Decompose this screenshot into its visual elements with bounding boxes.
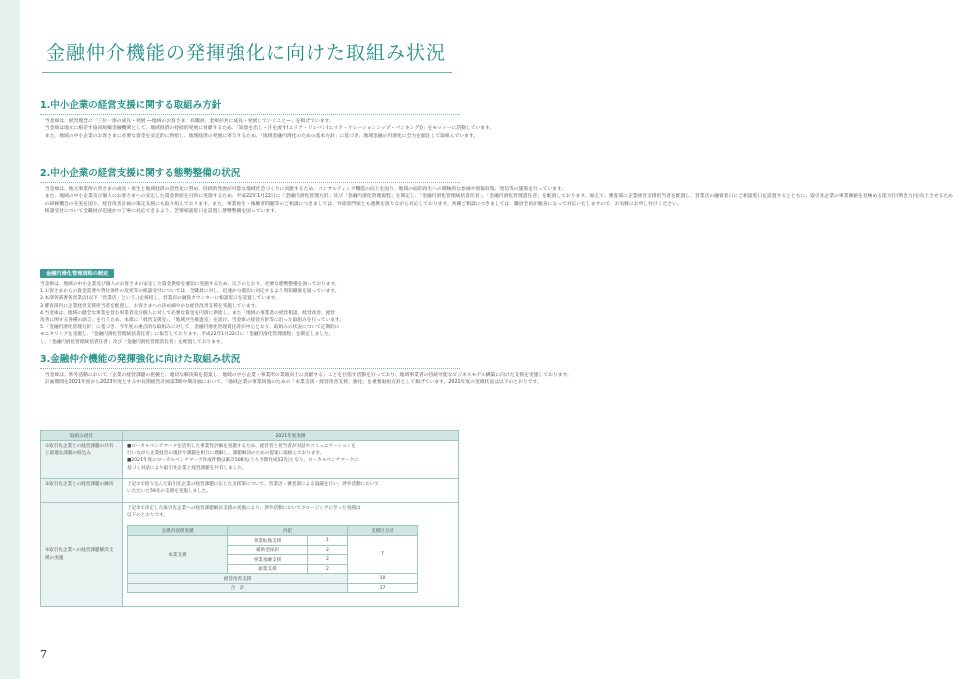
side-band bbox=[0, 0, 20, 679]
support-count: 2 bbox=[308, 555, 348, 565]
list-item: モニタリングを実施し、「金融円滑化管理統括責任者」に報告しております。平成22年1月22日に「金融円滑化管理規程」を制定しました。 bbox=[40, 332, 334, 338]
page-title: 金融仲介機能の発揮強化に向けた取組み状況 bbox=[46, 42, 447, 64]
page-number: 7 bbox=[40, 648, 47, 661]
footer-label: 経営改善支援 bbox=[128, 574, 348, 584]
section-3 bbox=[40, 351, 572, 387]
result-line: 基づく対話により取引先企業と経営課題を共有しました。 bbox=[127, 465, 247, 471]
support-count: 2 bbox=[308, 545, 348, 555]
row-item bbox=[41, 503, 123, 607]
paragraph-line: 計画期間を2021年度から2023年度とする中長期経営計画第3期中期計画において、「地域企業の事業回復のための「本業支援・経営改善支援」強化」を重要取組方針として掲げています。2021年度の実績状況は以下のとおりです。 bbox=[44, 380, 542, 386]
section-heading: 1.中小企業の経営支援に関する取組み方針 bbox=[40, 100, 222, 111]
paragraph-line: また、地域の中小企業及び個人のお客さまへの安定した資金供給を目的に実施するため、平成22年1月22日に「金融円滑化管理方針」及び「金融円滑化管理規程」を制定し、「金融円滑化管理統括責任者」、「金融円滑化管理責任者」を配置しております。加えて、審査部に企業経営支援担当者を配置し、営業店の融資窓口にご相談窓口を設置するとともに、取引先企業の事業価値を見極める能力(目利き力)を向上させるため bbox=[44, 194, 953, 200]
column-header: 支援内容別実績 bbox=[128, 526, 228, 536]
list-item: し、「金融円滑化管理統括責任者」及び「金融円滑化管理責任者」を配置しております。 bbox=[40, 339, 225, 345]
support-type: 事業承継支援 bbox=[228, 555, 308, 565]
result-line: ■ローカルベンチマークを活用した事業性評価を実施するため、経営者と担当者が対話やコミュニケーションを bbox=[127, 444, 356, 449]
group-label: 本業支援 bbox=[128, 536, 228, 574]
section-2 bbox=[40, 165, 953, 216]
paragraph-line: また、地域の中小企業のお客さまに必要な資金を安定的に供給し、地域経済の発展に寄与するため、「地域金融円滑化のための基本方針」に基づき、地域金融の円滑化に全力を傾注して取組んでいます。 bbox=[44, 133, 479, 139]
column-header: 2021年度実績 bbox=[123, 431, 459, 441]
total-label: 合 計 bbox=[128, 583, 348, 593]
table-row bbox=[41, 503, 459, 607]
support-count: 1 bbox=[308, 536, 348, 546]
section-divider bbox=[40, 368, 460, 369]
paragraph-line: の研修機会の充実を図り、経営改善計画の策定支援にも取り組んでおります。また、事業再生・後継者問題等のご相談につきましては、外部専門家とも連携を図りながら対応しております。各種ご相談につきましては、職員全員が親身になって対応いたしますので、お気軽にお申し付けください。 bbox=[44, 201, 682, 207]
table-row bbox=[41, 441, 459, 479]
section-divider bbox=[40, 114, 460, 115]
paragraph-line: 当金庫は、涉外活動において「企業の経営課題の把握と、適切な解決策を提案し、地域の中小企業・事業所の業績向上に貢献する」ことを目指す活動を行っており、地域事業者の持続可能なビジネスモデル構築に向けた支援を実施しております。 bbox=[44, 373, 572, 378]
table-header-row bbox=[41, 431, 459, 441]
result-line: いただいた59先の支援を実施しました。 bbox=[127, 489, 211, 495]
support-breakdown-table bbox=[127, 525, 418, 593]
column-header: 内訳 bbox=[228, 526, 348, 536]
box-intro: 当金庫は、地域の中小企業及び個人のお客さまの安定した資金供給を適切に実施するため、以下のとおり、必要な態勢整備を図っております。 bbox=[40, 282, 340, 287]
column-header: 取組み項目 bbox=[41, 431, 123, 441]
result-line: 上記②で決定した取引先企業への経営課題解決支援の実施により、涉外活動においてクロージングに至った実績は bbox=[127, 506, 361, 511]
support-count: 2 bbox=[308, 564, 348, 574]
result-line: ■2021年度のローカルベンチマーク作成件数は累計508先(うち今期作成52先)となり、ローカルベンチマークに bbox=[127, 458, 359, 464]
result-line: 行いながら企業経営の現状や課題を相互に理解し、課題解決のための提案に取組んでおります。 bbox=[127, 451, 325, 457]
paragraph-line: 当金庫は地元に根差す協同組織金融機関として、地域経済の持続的発展に貢献するため、「知恵を出し・汗を流す(エリア・リレバン(エリア・リレーションシップ・バンキング))」をモットーに活動しています。 bbox=[44, 126, 495, 132]
row-item bbox=[41, 479, 123, 503]
table-row bbox=[128, 574, 418, 584]
list-item: 改善に関する各種の助言」を行うため、本部に「経営支援室」、「地域共生推進室」を設け、当金庫の経営方針等に沿った取組みを行っています。 bbox=[40, 318, 344, 324]
row-result bbox=[123, 441, 459, 479]
paragraph-line: 相談受付について全職員が迅速かつ丁寧に対応できるよう、苦情相談窓口を設置し態勢整備を図っています。 bbox=[44, 209, 280, 215]
table-row bbox=[41, 479, 459, 503]
footer-value: 10 bbox=[348, 574, 418, 584]
support-type: 事業転換支援 bbox=[228, 536, 308, 546]
row-item-label: ①取引先企業との経営課題の共有と最適な課題の絞込み bbox=[45, 444, 114, 457]
list-item: 3.審査部内に企業経営支援担当者を配置し、お客さまへの決め細やかな経営改善支援を実施しています。 bbox=[40, 303, 260, 309]
section-heading: 3.金融仲介機能の発揮強化に向けた取組み状況 bbox=[40, 354, 241, 365]
row-item-label: ③取引先企業への経営課題解決支援の実施 bbox=[45, 548, 114, 561]
table-row bbox=[128, 536, 418, 546]
total-value: 17 bbox=[348, 583, 418, 593]
row-item bbox=[41, 441, 123, 479]
box-title: 金融円滑化管理規程の制定 bbox=[40, 269, 114, 278]
section-divider bbox=[40, 182, 460, 183]
section-heading: 2.中小企業の経営支援に関する態勢整備の状況 bbox=[40, 168, 241, 179]
column-header: 支援区分計 bbox=[348, 526, 418, 536]
row-result bbox=[123, 503, 459, 607]
support-type: 創業支援 bbox=[228, 564, 308, 574]
support-type: 補助金採択 bbox=[228, 545, 308, 555]
row-item-label: ②取引先企業との経営課題の解決 bbox=[45, 482, 114, 487]
result-line: 上記①で絞り込んだ取引先企業の経営課題に応じた支援策について、営業店・審査部による協議を行い、涉外活動において bbox=[127, 482, 380, 487]
title-divider bbox=[42, 72, 452, 73]
list-item: 5.「金融円滑化管理方針」に基づき、今年度の重点的な取組みに対して、金融円滑化管理責任者が中心となり、取組みの状況について定期的に bbox=[40, 325, 340, 331]
list-item: 4.当金庫は、地域の健全な事業を営む事業者及び個人に対して必要な資金を円滑に供給し、また「地域の事業者の経営相談、経営改善、経営 bbox=[40, 310, 336, 316]
table-row bbox=[128, 583, 418, 593]
result-line: 以下のとおりです。 bbox=[127, 513, 168, 519]
group-subtotal: 7 bbox=[348, 536, 418, 574]
row-result bbox=[123, 479, 459, 503]
paragraph-line: 当金庫は、地元事業所の皆さまの成長・再生と地域経済の活性化に努め、持続的発展が可能な地域社会づくりに貢献するため、コンサルティング機能の向上を図り、地域の面的再生への積極的な参画や情報収集、発信等の施策を行っています。 bbox=[44, 187, 567, 192]
results-table bbox=[40, 430, 459, 607]
policy-box bbox=[40, 260, 460, 346]
list-item: 2.本部各部署各営業店(以下「営業店」という。)を統括し、営業店の融資カウンターに相談窓口を設置しています。 bbox=[40, 296, 280, 302]
paragraph-line: 当金庫は、経営理念に「三位一体の成長・発展 ―地域のお客さま、役職員、金庫が共に成長・発展していくこと―」を掲げています。 bbox=[44, 119, 334, 124]
section-1 bbox=[40, 97, 495, 140]
list-item: 1.お客さまからの資金需要や貸付条件の変更等の相談受付については、全職員に対し、迅速かつ適切に対応するよう周知徹底を図っています。 bbox=[40, 289, 340, 295]
